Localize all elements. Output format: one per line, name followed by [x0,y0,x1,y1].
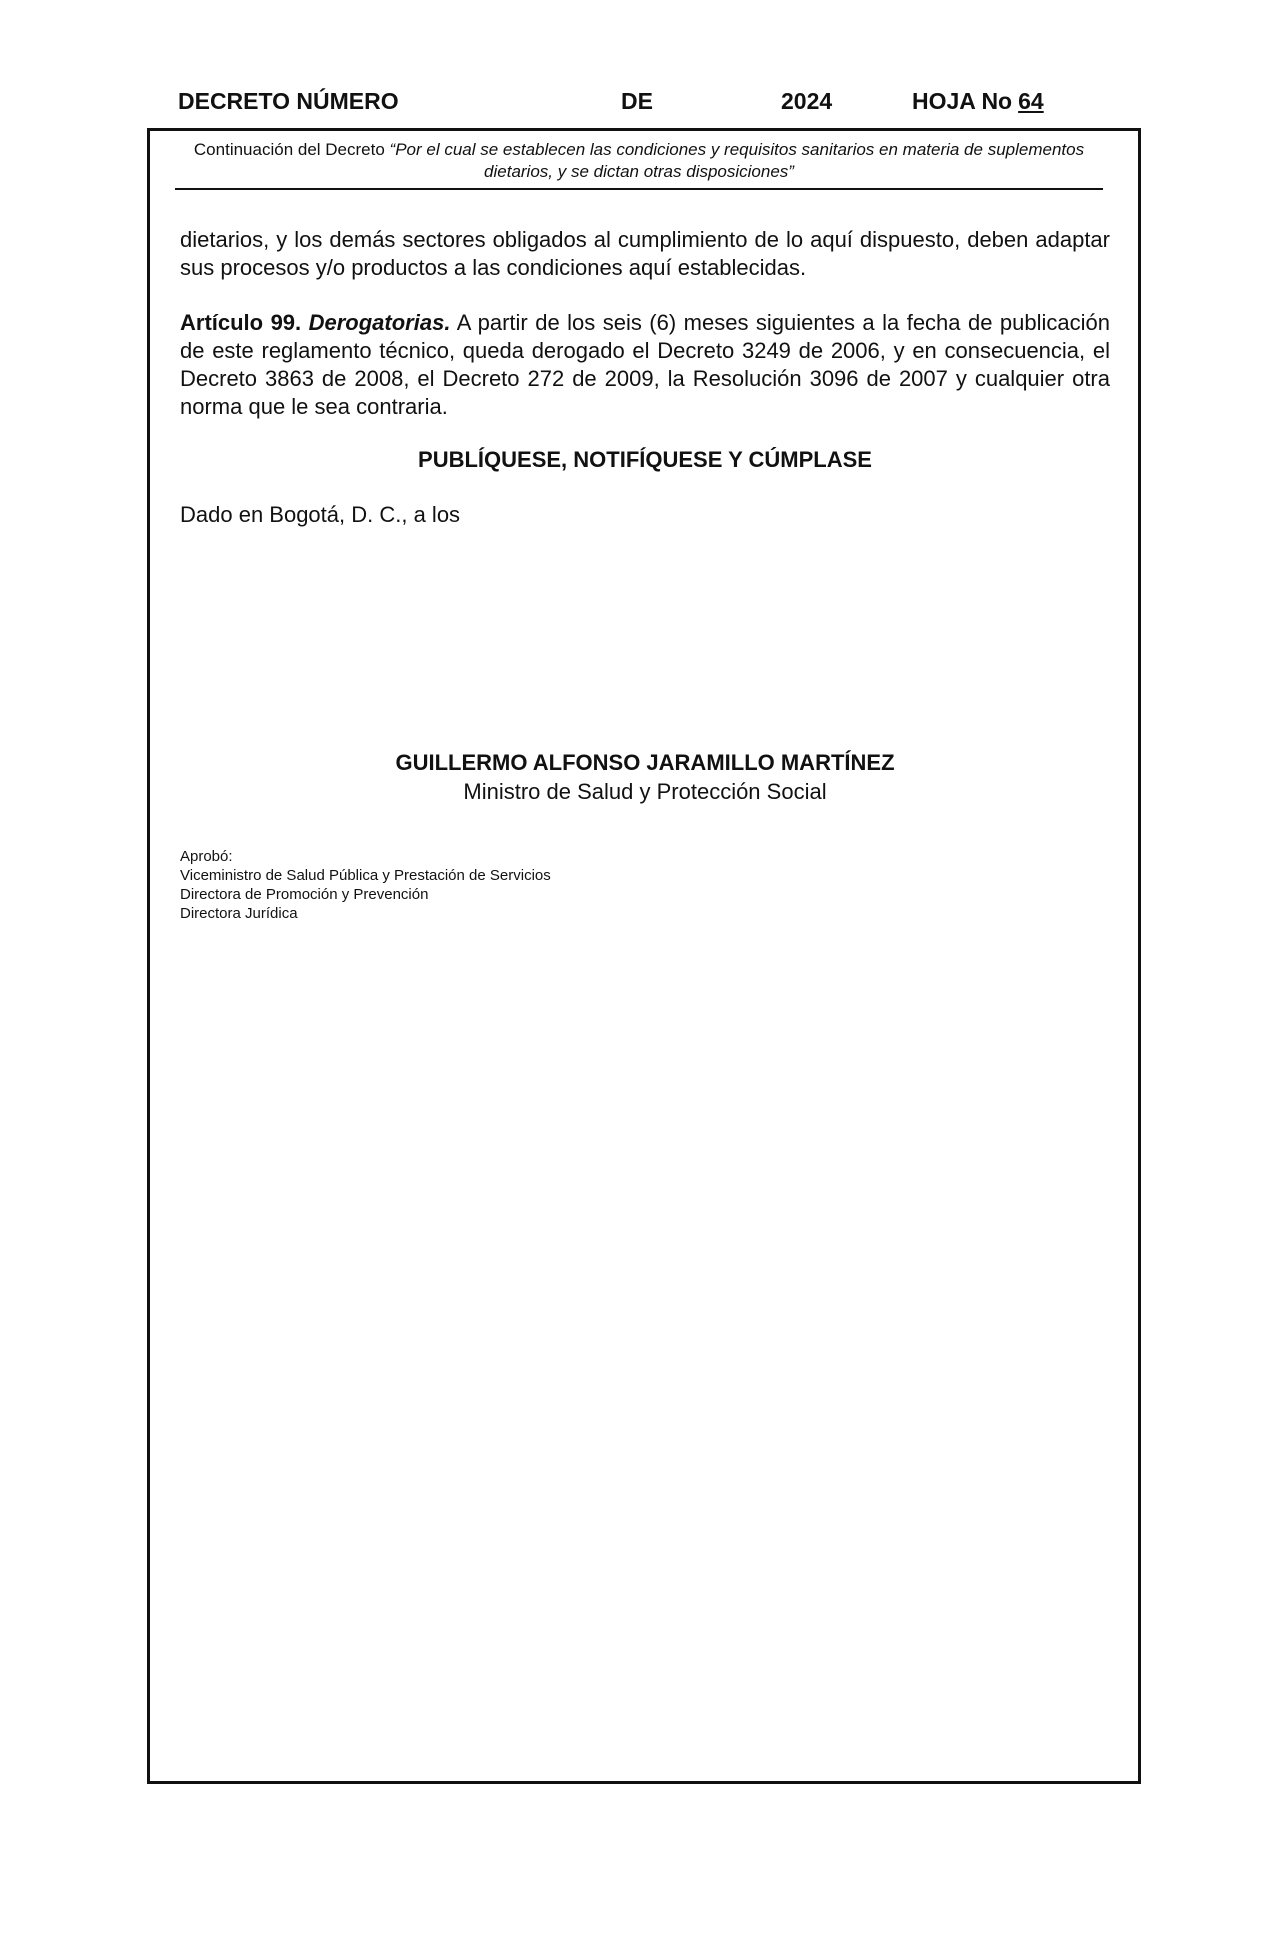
approval-label: Aprobó: [180,848,233,865]
approval-block [180,847,551,923]
page-number-label [912,88,1044,115]
approval-item: Directora de Promoción y Prevención [180,886,429,903]
dado-en-line: Dado en Bogotá, D. C., a los [180,502,461,527]
decree-title: “Por el cual se establecen las condiciones y requisitos sanitarios en materia de suplementos dietarios, y se dictan otras disposiciones” [389,140,1085,181]
publiquese-heading: PUBLÍQUESE, NOTIFÍQUESE Y CÚMPLASE [418,447,872,472]
continuation-header [175,139,1103,190]
approval-item: Directora Jurídica [180,905,298,922]
paragraph-continuation: dietarios, y los demás sectores obligados al cumplimiento de lo aquí dispuesto, deben adaptar sus procesos y/o productos a las condiciones aquí establecidas. [180,227,1110,280]
article-text: A partir de los seis (6) meses siguientes a la fecha de publicación de este reglamento técnico, queda derogado el Decreto 3249 de 2006, y en consecuencia, el Decreto 3863 de 2008, el Decreto 272 de 2009, la Resolución 3096 de 2007 y cualquier otra norma que le sea contraria. [180,310,1110,419]
signer-role: Ministro de Salud y Protección Social [463,779,827,804]
hoja-label: HOJA No [912,88,1013,114]
page-frame [147,128,1141,1784]
page-number: 64 [1018,88,1044,114]
signer-name: GUILLERMO ALFONSO JARAMILLO MARTÍNEZ [395,750,895,775]
article-title: Derogatorias. [308,310,451,335]
decreto-number-label: DECRETO NÚMERO [178,88,399,114]
document-header [178,88,1058,118]
continuation-prefix: Continuación del Decreto [193,140,385,159]
article-number: Artículo 99. [180,310,302,335]
decreto-year: 2024 [781,88,833,114]
article-99 [180,309,1110,421]
decreto-date-label: DE [621,88,653,114]
approval-item: Viceministro de Salud Pública y Prestación de Servicios [180,867,551,884]
